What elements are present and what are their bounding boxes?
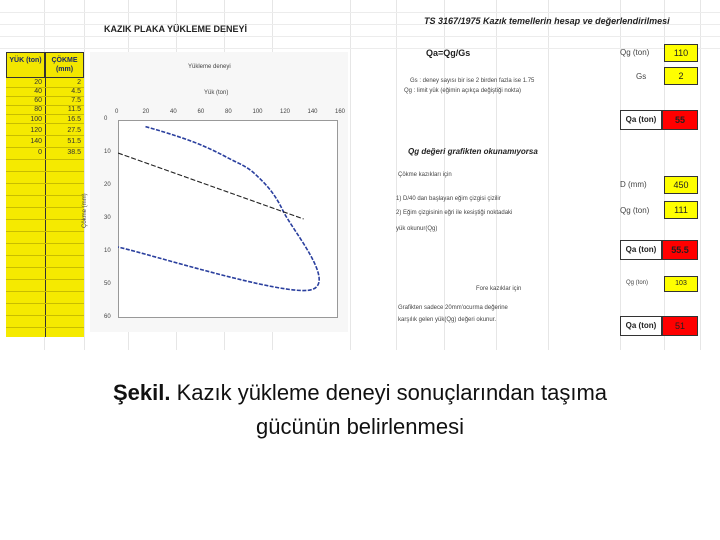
gs-note: Gs : deney sayısı bir ise 2 birden fazla ise 1.75: [410, 78, 535, 84]
fore-label: Fore kazıklar için: [476, 286, 522, 292]
figure-caption: [0, 376, 720, 444]
qa2-label: Qa (ton): [620, 240, 662, 260]
y-tick-label: 10: [104, 248, 111, 254]
x-tick-label: 0: [115, 109, 119, 115]
data-table: [6, 78, 84, 337]
qg3-value: 103: [664, 276, 698, 292]
caption-line-1: Kazık yükleme deneyi sonuçlarından taşıma: [170, 380, 608, 405]
formula: Qa=Qg/Gs: [426, 48, 471, 58]
d-value: 450: [664, 176, 698, 194]
qg3-label: Qg (ton): [626, 280, 649, 286]
x-axis-label: Yük (ton): [204, 90, 229, 96]
qa3-value: 51: [662, 316, 698, 336]
table-row: 60 7.5: [34, 97, 81, 104]
x-tick-label: 20: [142, 109, 150, 115]
col-cokme-header: ÇÖKME (mm): [45, 52, 84, 78]
qg2-label: Qg (ton): [620, 206, 650, 215]
caption-line-2: gücünün belirlenmesi: [256, 414, 464, 439]
table-row: 100 16.5: [30, 116, 81, 123]
y-tick-label: 30: [104, 215, 111, 221]
x-tick-label: 120: [280, 109, 291, 115]
cokme-label: Çökme kazıkları için: [398, 172, 452, 178]
step-2: 2) Eğim çizgisinin eğri ile kesiştiği noktadaki: [396, 210, 513, 216]
y-tick-label: 0: [104, 116, 108, 122]
table-row: 20 2: [34, 79, 81, 86]
col-yuk-header: YÜK (ton): [6, 52, 45, 78]
gs-value: 2: [664, 67, 698, 85]
sheet-title: KAZIK PLAKA YÜKLEME DENEYİ: [104, 24, 248, 34]
qa2-value: 55.5: [662, 240, 698, 260]
x-tick-label: 160: [335, 109, 346, 115]
qg-value: 110: [664, 44, 698, 62]
table-row: 140 51.5: [30, 138, 81, 145]
y-tick-label: 20: [104, 182, 111, 188]
table-row: 80 11.5: [34, 106, 81, 113]
x-tick-label: 40: [170, 109, 177, 115]
y-tick-label: 10: [104, 149, 111, 155]
qa-value: 55: [662, 110, 698, 130]
ts-standard-title: TS 3167/1975 Kazık temellerin hesap ve değerlendirilmesi: [424, 16, 670, 26]
gs-label: Gs: [636, 72, 647, 81]
qa-label: Qa (ton): [620, 110, 662, 130]
qg-label: Qg (ton): [620, 48, 650, 57]
table-row: 40 4.5: [34, 88, 81, 95]
x-tick-label: 140: [307, 109, 318, 115]
subtitle: Qg değeri grafikten okunamıyorsa: [408, 147, 538, 156]
caption-label: Şekil.: [112, 380, 171, 405]
step-3: yük okunur(Qg): [396, 226, 438, 232]
table-row: 120 27.5: [30, 127, 81, 134]
step-1: 1) D/40 dan başlayan eğim çizgisi çizilir: [396, 196, 501, 202]
chart-plot: [118, 120, 338, 318]
x-tick-label: 100: [252, 109, 263, 115]
table-row: 0 38.5: [38, 149, 81, 156]
qa3-label: Qa (ton): [620, 316, 662, 336]
chart-title: Yükleme deneyi: [188, 64, 231, 70]
table-header: [6, 52, 84, 78]
y-axis-label: Çökme (mm): [82, 193, 88, 228]
qg2-value: 111: [664, 201, 698, 219]
qg-note: Qg : limit yük (eğimin açıkça değiştiği nokta): [404, 88, 522, 94]
fore-note-1: Grafikten sadece 20mm'ocurma değerine: [398, 305, 508, 311]
y-tick-label: 50: [104, 281, 111, 287]
x-tick-label: 80: [225, 109, 232, 115]
d-label: D (mm): [620, 180, 647, 189]
fore-note-2: karşılık gelen yük(Qg) değeri okunur.: [398, 317, 497, 323]
y-tick-label: 60: [104, 314, 111, 320]
x-tick-label: 60: [197, 109, 205, 115]
